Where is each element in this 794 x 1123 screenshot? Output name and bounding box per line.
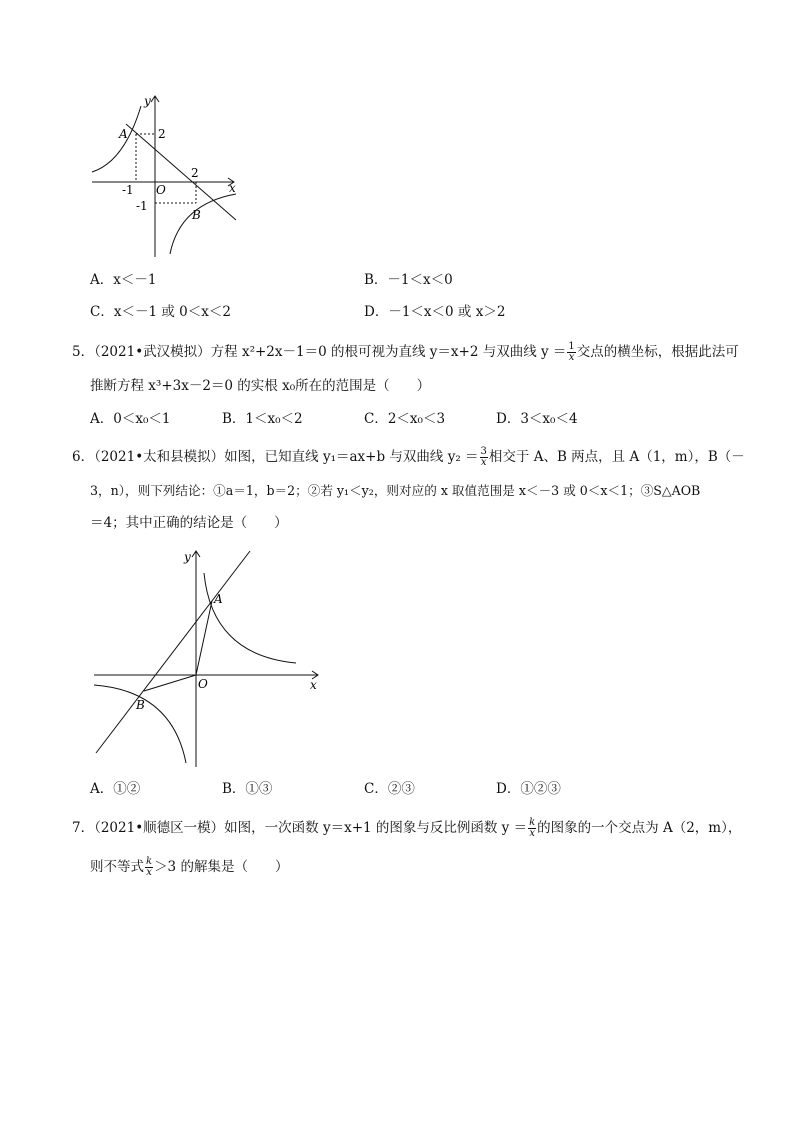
option-letter: B． (222, 411, 246, 427)
fraction-denominator: x (529, 828, 535, 839)
option-text: 3＜x₀＜4 (520, 411, 578, 427)
tick-label: -1 (136, 199, 148, 213)
option-letter: D． (496, 781, 521, 797)
hyperbola-branch-left (92, 106, 141, 172)
q4-option-b[interactable] (364, 270, 453, 290)
fraction (480, 447, 488, 468)
question-text: 如图，一次函数 y＝x+1 的图象与反比例函数 y ＝ (224, 820, 528, 836)
option-text: 1＜x₀＜2 (245, 411, 303, 427)
fraction (145, 857, 153, 878)
option-letter: C． (364, 781, 388, 797)
option-letter: C． (364, 411, 388, 427)
tick-label: 2 (191, 166, 199, 180)
q4-option-c[interactable] (90, 302, 231, 322)
q6-line-3: ＝4；其中正确的结论是（ ） (90, 515, 288, 531)
point-label-b: B (136, 698, 145, 712)
question-source: （2021•顺德区一模） (94, 820, 225, 836)
fraction-numerator: 3 (480, 446, 487, 457)
question-number: 7． (72, 820, 95, 836)
fraction-numerator: k (529, 817, 536, 828)
question-text: 相交于 A、B 两点，且 A（1，m），B（－ (488, 449, 745, 465)
axis-label-y: y (144, 94, 151, 108)
figure-1-graph (86, 92, 246, 262)
q5-line-1 (72, 342, 739, 363)
question-number: 5． (72, 344, 95, 360)
axis-label-x: x (229, 181, 236, 195)
option-text: x＜－1 (113, 272, 157, 288)
option-text: 0＜x₀＜1 (113, 411, 171, 427)
axis-label-y: y (184, 550, 191, 564)
question-text: 如图，已知直线 y₁＝ax+b 与双曲线 y₂ ＝ (224, 449, 479, 465)
option-text: x＜－1 或 0＜x＜2 (113, 304, 231, 320)
q6-option-d[interactable] (496, 779, 561, 799)
option-text: 2＜x₀＜3 (387, 411, 446, 427)
segment-ob (144, 675, 196, 691)
q5-line-2: 推断方程 x³+3x－2＝0 的实根 x₀所在的范围是（ ） (90, 378, 431, 394)
option-letter: A． (90, 272, 114, 288)
question-text: 的图象的一个交点为 A（2，m）， (537, 820, 742, 836)
question-text: 交点的横坐标，根据此法可 (576, 344, 739, 360)
fraction-numerator: k (146, 856, 153, 867)
figure-2-graph (88, 545, 328, 770)
option-text: ①②③ (520, 781, 561, 797)
point-label-b: B (192, 208, 201, 222)
tick-label: -1 (122, 183, 134, 197)
option-letter: B． (364, 272, 388, 288)
q6-option-a[interactable] (90, 779, 140, 799)
fraction-numerator: 1 (568, 341, 575, 352)
axis-label-x: x (310, 678, 317, 692)
option-letter: D． (364, 304, 389, 320)
option-text: ②③ (387, 781, 415, 797)
option-letter: C． (90, 304, 114, 320)
q6-line-1 (72, 447, 745, 468)
fraction (567, 342, 575, 363)
question-text: 则不等式 (90, 859, 144, 875)
tick-label: 2 (158, 127, 166, 141)
question-number: 6． (72, 449, 95, 465)
fraction (528, 818, 536, 839)
option-text: ①② (113, 781, 141, 797)
option-letter: B． (222, 781, 246, 797)
point-label-a: A (119, 127, 128, 141)
q5-option-a[interactable] (90, 409, 170, 429)
point-label-a: A (214, 592, 223, 606)
fraction-denominator: x (480, 457, 487, 468)
question-text: 方程 x²+2x－1＝0 的根可视为直线 y＝x+2 与双曲线 y ＝ (210, 344, 567, 360)
q5-option-d[interactable] (496, 409, 578, 429)
hyperbola-branch-left (94, 685, 186, 763)
line-y1 (96, 551, 250, 753)
option-text: －1＜x＜0 (387, 272, 453, 288)
fraction-denominator: x (568, 352, 575, 363)
option-letter: D． (496, 411, 521, 427)
option-text: ①③ (245, 781, 273, 797)
origin-label: O (198, 677, 208, 691)
q7-line-1 (72, 818, 741, 839)
q5-option-b[interactable] (222, 409, 303, 429)
q6-line-2: 3，n），则下列结论：①a＝1，b＝2；②若 y₁＜y₂，则对应的 x 取值范围是 x＜－3 或 0＜x＜1；③S△AOB (90, 483, 701, 498)
origin-label: O (156, 183, 166, 197)
fraction-denominator: x (146, 867, 152, 878)
question-source: （2021•武汉模拟） (94, 344, 211, 360)
option-text: －1＜x＜0 或 x＞2 (388, 304, 506, 320)
hyperbola-branch-right (204, 573, 296, 663)
question-text: ＞3 的解集是（ ） (154, 859, 289, 875)
q4-option-d[interactable] (364, 302, 505, 322)
q6-option-b[interactable] (222, 779, 272, 799)
q4-option-a[interactable] (90, 270, 156, 290)
q7-line-2 (90, 857, 288, 878)
option-letter: A． (90, 411, 114, 427)
q5-option-c[interactable] (364, 409, 445, 429)
q6-option-c[interactable] (364, 779, 415, 799)
question-source: （2021•太和县模拟） (94, 449, 225, 465)
option-letter: A． (90, 781, 114, 797)
